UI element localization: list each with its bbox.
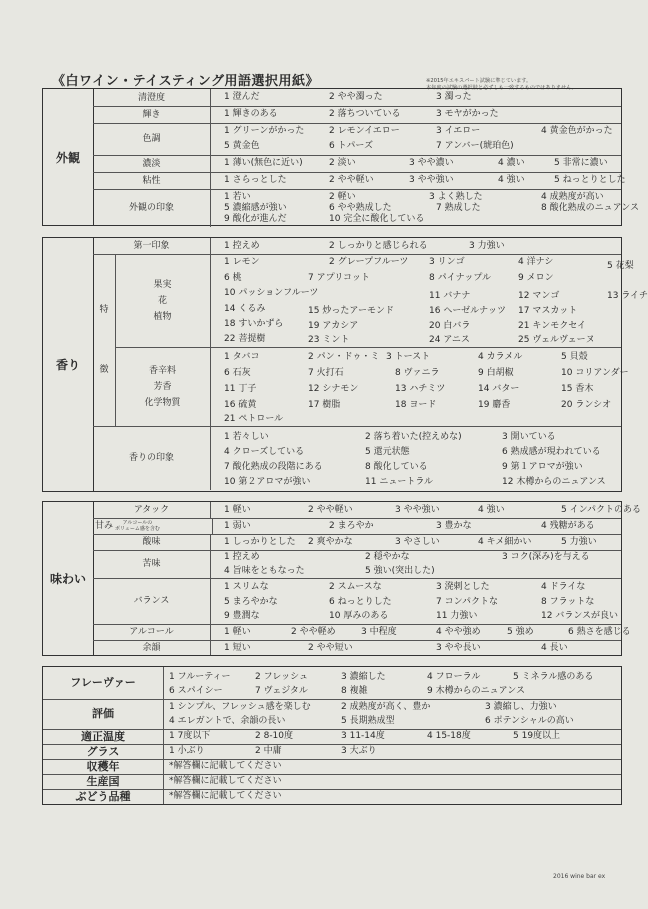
option[interactable]: 3 トースト [386,352,431,362]
option[interactable]: 1 輝きのある [224,109,278,119]
option[interactable]: 23 ミント [308,335,350,345]
answer-instruction: *解答欄に記載してください [169,761,282,771]
sub-label: 果実 [153,279,172,290]
option[interactable]: 6 桃 [224,273,242,283]
appearance-row-impression [93,189,639,227]
option[interactable]: 6 ねっとりした [329,597,392,607]
row-label: グラス [43,744,164,759]
taste-row-balance [93,578,621,625]
option[interactable]: 17 マスカット [518,306,578,316]
option[interactable]: 2 8-10度 [255,731,294,741]
option[interactable]: 1 弱い [224,521,251,531]
option[interactable]: 7 熟成した [436,203,481,213]
option[interactable]: 2 穏やかな [365,552,410,562]
option[interactable]: 8 酸化している [365,462,428,472]
option[interactable]: 5 インパクトのある [561,505,641,515]
option[interactable]: 2 やや軽い [329,175,374,185]
option[interactable]: 2 中庸 [255,746,282,756]
option[interactable]: 7 火打石 [308,368,344,378]
option[interactable]: 10 コリアンダー [561,368,629,378]
option[interactable]: 5 まろやかな [224,597,278,607]
option[interactable]: 24 アニス [429,335,470,345]
conclusion-row-temperature [43,729,621,745]
feature-char: 特 [99,305,109,315]
option[interactable]: 25 ヴェルヴェーヌ [518,335,595,345]
sweetness-note: アルコールの [122,520,153,526]
row-label: アタック [93,502,211,518]
option[interactable]: 1 小ぶり [169,746,205,756]
option[interactable]: 11 丁子 [224,384,257,394]
row-label: 濃淡 [93,155,211,172]
row-label [93,518,213,534]
option[interactable]: 3 中程度 [361,627,397,637]
option[interactable]: 22 菩提樹 [224,334,266,344]
option[interactable]: 9 第１アロマが強い [502,462,583,472]
row-label: 外観の印象 [93,189,211,227]
option[interactable]: 12 木樽からのニュアンス [502,477,606,487]
option[interactable]: 3 やさしい [395,537,440,547]
aroma-feature-block [93,254,648,427]
answer-instruction: *解答欄に記載してください [169,776,282,786]
row-label: 香りの印象 [93,426,211,490]
sub-label: 花 [157,295,167,306]
option[interactable]: 2 しっかりと感じられる [329,241,428,251]
option[interactable]: 1 軽い [224,627,251,637]
option[interactable]: 1 若い [224,192,251,202]
option[interactable]: 3 大ぶり [341,746,377,756]
option[interactable]: 19 アカシア [308,321,359,331]
conclusion-row-grape [43,789,621,804]
option[interactable]: 1 さらっとした [224,175,287,185]
option[interactable]: 5 非常に濃い [554,158,608,168]
footer-credit: 2016 wine bar ex [553,873,606,880]
taste-row-finish [93,640,621,655]
option[interactable]: 16 ヘーゼルナッツ [429,306,506,316]
option[interactable]: 9 木樽からのニュアンス [427,686,525,696]
option[interactable]: 2 やや濁った [329,92,383,102]
taste-row-alcohol [93,624,631,641]
option[interactable]: 15 炒ったアーモンド [308,306,395,316]
feature-label [93,254,116,426]
option[interactable]: 3 11-14度 [341,731,385,741]
option[interactable]: 9 白胡椒 [478,368,514,378]
option[interactable]: 5 濃縮感が強い [224,203,287,213]
option[interactable]: 5 強め [507,627,534,637]
row-label: 輝き [93,106,211,123]
option[interactable]: 12 シナモン [308,384,359,394]
conclusion-row-country [43,774,621,790]
sub-label: 芳香 [153,381,172,392]
row-label: 生産国 [43,774,164,789]
option[interactable]: 6 熟成感が現われている [502,447,601,457]
answer-instruction: *解答欄に記載してください [169,791,282,801]
option[interactable]: 1 控えめ [224,241,260,251]
option[interactable]: 5 力強い [561,537,597,547]
option[interactable]: 4 クローズしている [224,447,305,457]
option[interactable]: 10 完全に酸化している [329,214,425,224]
option[interactable]: 3 よく熟した [429,192,483,202]
option[interactable]: 6 スパイシー [169,686,223,696]
option[interactable]: 21 キンモクセイ [518,321,586,331]
option[interactable]: 18 すいかずら [224,319,284,329]
option[interactable]: 1 スリムな [224,582,269,592]
option[interactable]: 6 やや熟成した [329,203,392,213]
sweetness-label: 甘み [95,521,114,531]
conclusion-row-flavor [43,667,621,700]
option[interactable]: 8 ヴァニラ [395,368,440,378]
option[interactable]: 4 強い [478,505,505,515]
option[interactable]: 2 グレープフルーツ [329,257,409,267]
option[interactable]: 1 レモン [224,257,260,267]
option[interactable]: 1 7度以下 [169,731,211,741]
option[interactable]: 7 コンパクトな [436,597,498,607]
option[interactable]: 14 バター [478,384,520,394]
option[interactable]: 2 やや軽い [308,505,353,515]
option[interactable]: 3 濃縮した [341,672,386,682]
option[interactable]: 15 香木 [561,384,594,394]
sub-label: 香辛料 [148,365,176,376]
aroma-row-first-impression [93,238,621,255]
option[interactable]: 5 強い(突出した) [365,566,435,576]
option[interactable]: 6 熱さを感じる [568,627,631,637]
option[interactable]: 10 厚みのある [329,611,389,621]
taste-row-sweetness [93,518,621,535]
option[interactable]: 11 力強い [436,611,478,621]
option[interactable]: 11 ニュートラル [365,477,434,487]
option[interactable]: 4 エレガントで、余韻の長い [169,716,286,726]
option[interactable]: 4 残糖がある [541,521,595,531]
option[interactable]: 3 豊かな [436,521,472,531]
sheet-title: 《白ワイン・テイスティング用語選択用紙》 [52,74,320,89]
option[interactable]: 4 旨味をともなった [224,566,305,576]
row-label: 酸味 [93,534,211,550]
option[interactable]: 3 濁った [436,92,472,102]
option[interactable]: 3 リンゴ [429,257,465,267]
option[interactable]: 1 シンプル、フレッシュ感を楽しむ [169,702,311,712]
option[interactable]: 13 ハチミツ [395,384,446,394]
option[interactable]: 5 黄金色 [224,141,260,151]
option[interactable]: 4 15-18度 [427,731,471,741]
option[interactable]: 19 麝香 [478,400,511,410]
option[interactable]: 2 やや短い [308,643,353,653]
appearance-row-brilliance [93,106,621,124]
option[interactable]: 4 強い [498,175,525,185]
option[interactable]: 3 濃縮し、力強い [485,702,557,712]
option[interactable]: 9 酸化が進んだ [224,214,287,224]
option[interactable]: 3 開いている [502,432,556,442]
option[interactable]: 1 軽い [224,505,251,515]
option[interactable]: 8 フラットな [541,597,595,607]
option[interactable]: 21 ペトロール [224,414,284,424]
row-label: 清澄度 [93,89,211,106]
option[interactable]: 9 豊潤な [224,611,260,621]
category-label: 味わい [43,502,94,655]
option[interactable]: 2 フレッシュ [255,672,308,682]
option[interactable]: 4 フローラル [427,672,481,682]
row-label: 色調 [93,123,211,155]
option[interactable]: 3 コク(深み)を与える [502,552,590,562]
option[interactable]: 2 落ち着いた(控えめな) [365,432,462,442]
option[interactable]: 4 濃い [498,158,525,168]
option[interactable]: 1 控えめ [224,552,260,562]
sub-label: 植物 [153,311,172,322]
conclusion-row-vintage [43,759,621,775]
option[interactable]: 3 イエロー [436,126,481,136]
option[interactable]: 1 薄い(無色に近い) [224,158,303,168]
option[interactable]: 3 やや長い [436,643,481,653]
exam-note-line: 本年度の試験の選択肢と必ずしも一致するものではありません。 [426,85,577,91]
option[interactable]: 2 成熟度が高く、豊か [341,702,431,712]
option[interactable]: 2 軽い [329,192,356,202]
exam-note-line: ※2015年エキスパート試験に準じています。 [426,78,532,84]
option[interactable]: 5 ミネラル感のある [513,672,594,682]
option[interactable]: 4 ドライな [541,582,586,592]
option[interactable]: 11 バナナ [429,291,471,301]
aroma-section [42,237,648,492]
taste-row-attack [93,502,641,519]
option[interactable]: 2 爽やかな [308,537,353,547]
row-label: バランス [93,578,211,624]
option[interactable]: 4 長い [541,643,568,653]
option[interactable]: 3 やや強い [409,175,454,185]
option[interactable]: 7 アプリコット [308,273,370,283]
option[interactable]: 4 やや強め [436,627,481,637]
option[interactable]: 1 澄んだ [224,92,260,102]
category-label: 外観 [43,89,94,225]
appearance-row-viscosity [93,172,626,190]
sweetness-note: ボリューム感を含む [115,526,160,532]
spice-aroma-chemical-label [115,347,211,426]
aroma-row-impression [93,426,621,490]
option[interactable]: 1 フルーティー [169,672,231,682]
row-label: 第一印象 [93,238,211,254]
option[interactable]: 5 長期熟成型 [341,716,395,726]
option[interactable]: 10 第２アロマが強い [224,477,311,487]
option[interactable]: 14 くるみ [224,304,266,314]
option[interactable]: 4 成熟度が高い [541,192,604,202]
option[interactable]: 3 やや濃い [409,158,454,168]
row-label: アルコール [93,624,211,640]
option[interactable]: 5 花梨 [607,261,634,271]
option[interactable]: 7 アンバー(琥珀色) [436,141,514,151]
option[interactable]: 18 ヨード [395,400,437,410]
option[interactable]: 6 ポテンシャルの高い [485,716,574,726]
row-label: 評価 [43,699,164,729]
option[interactable]: 1 若々しい [224,432,269,442]
option[interactable]: 4 カラメル [478,352,523,362]
option[interactable]: 3 やや強い [395,505,440,515]
option[interactable]: 13 ライチ [607,291,648,301]
appearance-row-hue [93,123,621,156]
option[interactable]: 5 貝殻 [561,352,588,362]
option[interactable]: 2 パン・ドゥ・ミ [308,352,380,362]
option[interactable]: 4 キメ細かい [478,537,532,547]
appearance-row-intensity [93,155,621,173]
taste-row-bitterness [93,550,621,579]
option[interactable]: 8 パイナップル [429,273,492,283]
option[interactable]: 2 淡い [329,158,356,168]
conclusion-row-glass [43,744,621,760]
option[interactable]: 8 複雑 [341,686,368,696]
option[interactable]: 2 やや軽め [291,627,336,637]
option[interactable]: 7 ヴェジタル [255,686,308,696]
row-label: 適正温度 [43,729,164,744]
option[interactable]: 3 モヤがかった [436,109,499,119]
option[interactable]: 12 バランスが良い [541,611,619,621]
option[interactable]: 6 石灰 [224,368,251,378]
row-label: 苦味 [93,550,211,578]
appearance-section [42,88,639,226]
conclusion-section [42,666,622,805]
option[interactable]: 2 スムースな [329,582,382,592]
taste-row-acidity [93,534,621,551]
option[interactable]: 3 溌剌とした [436,582,490,592]
option[interactable]: 2 まろやか [329,521,374,531]
row-label: 余韻 [93,640,211,655]
option[interactable]: 1 短い [224,643,251,653]
sub-label: 化学物質 [144,397,181,408]
option[interactable]: 2 落ちついている [329,109,401,119]
option[interactable]: 2 レモンイエロー [329,126,400,136]
category-label: 香り [43,238,94,491]
option[interactable]: 16 硫黄 [224,400,257,410]
option[interactable]: 5 還元状態 [365,447,410,457]
option[interactable]: 5 ねっとりとした [554,175,626,185]
option[interactable]: 20 白バラ [429,321,471,331]
appearance-row-clarity [93,89,621,107]
taste-section [42,501,641,656]
option[interactable]: 8 酸化熟成のニュアンス [541,203,639,213]
row-label: 収穫年 [43,759,164,774]
option[interactable]: 1 グリーンがかった [224,126,305,136]
row-label: フレーヴァー [43,667,164,699]
option[interactable]: 4 黄金色がかった [541,126,613,136]
option[interactable]: 10 パッションフルーツ [224,288,319,298]
option[interactable]: 12 マンゴ [518,291,560,301]
feature-char: 徴 [99,365,109,375]
option[interactable]: 6 トパーズ [329,141,373,151]
conclusion-row-evaluation [43,699,621,730]
row-label: ぶどう品種 [43,789,164,804]
option[interactable]: 3 力強い [469,241,505,251]
row-label: 粘性 [93,172,211,189]
fruit-flower-plant-label [115,254,211,347]
option[interactable]: 7 酸化熟成の段階にある [224,462,323,472]
option[interactable]: 20 ランシオ [561,400,612,410]
option[interactable]: 17 樹脂 [308,400,341,410]
option[interactable]: 5 19度以上 [513,731,561,741]
option[interactable]: 9 メロン [518,273,554,283]
option[interactable]: 4 洋ナシ [518,257,554,267]
option[interactable]: 1 しっかりとした [224,537,296,547]
option[interactable]: 1 タバコ [224,352,260,362]
